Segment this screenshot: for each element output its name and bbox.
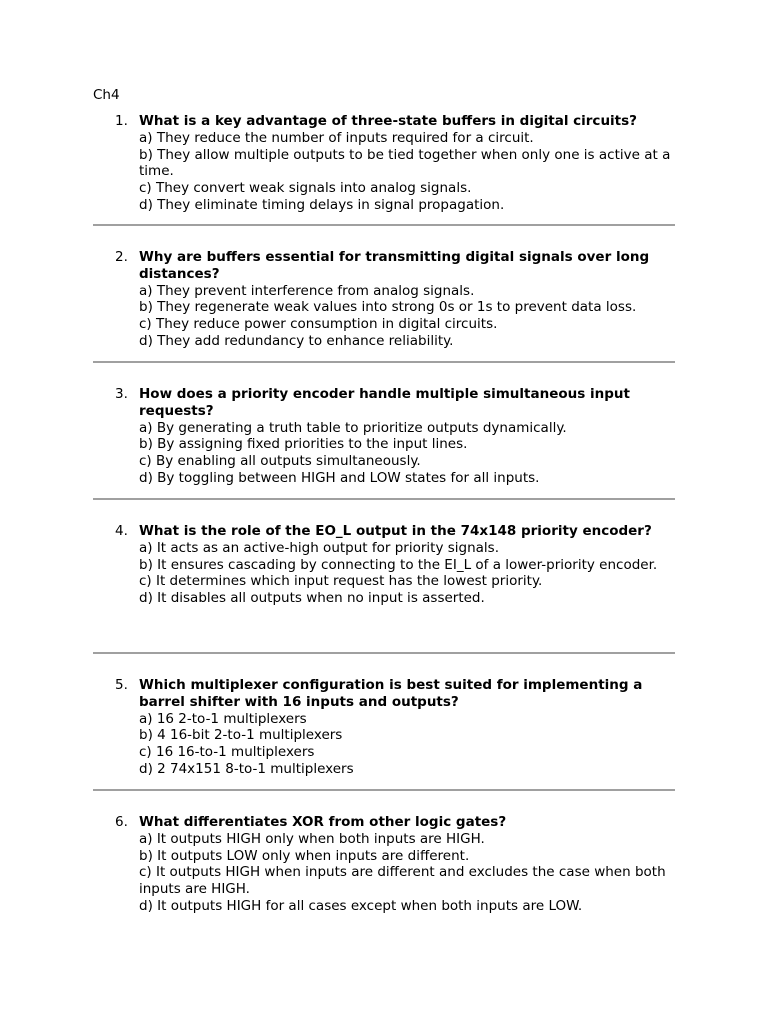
answer-option: d) They add redundancy to enhance reliability. [139, 332, 454, 349]
question-text: What is a key advantage of three-state buffers in digital circuits? [139, 113, 637, 129]
question-body [139, 249, 675, 350]
answer-option: a) By generating a truth table to prioritize outputs dynamically. [139, 419, 567, 436]
question-text: How does a priority encoder handle multiple simultaneous input requests? [139, 386, 630, 419]
question-text: What is the role of the EO_L output in the 74x148 priority encoder? [139, 523, 652, 539]
question-number: 2. [115, 249, 128, 265]
question-number: 6. [115, 814, 128, 830]
divider [93, 361, 675, 363]
answer-option: b) It outputs LOW only when inputs are different. [139, 847, 470, 864]
answer-option: b) By assigning fixed priorities to the input lines. [139, 436, 468, 453]
answer-option: a) They prevent interference from analog signals. [139, 282, 475, 299]
divider [93, 652, 675, 654]
answer-option: a) It outputs HIGH only when both inputs are HIGH. [139, 830, 485, 847]
answer-option: a) 16 2-to-1 multiplexers [139, 710, 307, 727]
answer-option: c) It determines which input request has the lowest priority. [139, 573, 543, 590]
question-body [139, 523, 675, 607]
answer-option: c) By enabling all outputs simultaneously. [139, 453, 421, 470]
answer-option: c) It outputs HIGH when inputs are different and excludes the case when both inputs are HIGH. [139, 864, 666, 898]
answer-option: d) 2 74x151 8-to-1 multiplexers [139, 760, 354, 777]
question-item [93, 386, 675, 487]
answer-option: b) It ensures cascading by connecting to the EI_L of a lower-priority encoder. [139, 556, 658, 573]
answer-option: c) They convert weak signals into analog signals. [139, 180, 472, 197]
answer-option: d) It outputs HIGH for all cases except when both inputs are LOW. [139, 897, 583, 914]
question-number: 5. [115, 677, 128, 693]
question-text: Why are buffers essential for transmitting digital signals over long distances? [139, 249, 650, 282]
answer-option: d) It disables all outputs when no input is asserted. [139, 590, 485, 607]
question-item [93, 523, 675, 607]
question-text: Which multiplexer configuration is best suited for implementing a barrel shifter with 16 inputs and outputs? [139, 677, 643, 710]
divider [93, 789, 675, 791]
question-text: What differentiates XOR from other logic gates? [139, 814, 507, 830]
answer-option: d) By toggling between HIGH and LOW states for all inputs. [139, 469, 540, 486]
question-number: 1. [115, 113, 128, 129]
question-body [139, 113, 675, 214]
divider [93, 224, 675, 226]
question-item [93, 249, 675, 350]
question-item [93, 814, 675, 915]
divider [93, 498, 675, 500]
question-item [93, 677, 675, 778]
answer-option: b) They allow multiple outputs to be tied together when only one is active at a time. [139, 146, 671, 180]
answer-option: b) 4 16-bit 2-to-1 multiplexers [139, 727, 343, 744]
document-title: Ch4 [93, 87, 120, 103]
answer-option: a) They reduce the number of inputs required for a circuit. [139, 129, 534, 146]
answer-option: c) They reduce power consumption in digital circuits. [139, 316, 498, 333]
answer-option: d) They eliminate timing delays in signal propagation. [139, 196, 505, 213]
question-body [139, 814, 675, 915]
question-body [139, 677, 675, 778]
answer-option: c) 16 16-to-1 multiplexers [139, 744, 315, 761]
question-number: 4. [115, 523, 128, 539]
answer-option: b) They regenerate weak values into strong 0s or 1s to prevent data loss. [139, 299, 637, 316]
question-number: 3. [115, 386, 128, 402]
answer-option: a) It acts as an active-high output for priority signals. [139, 539, 499, 556]
question-item [93, 113, 675, 214]
question-body [139, 386, 675, 487]
